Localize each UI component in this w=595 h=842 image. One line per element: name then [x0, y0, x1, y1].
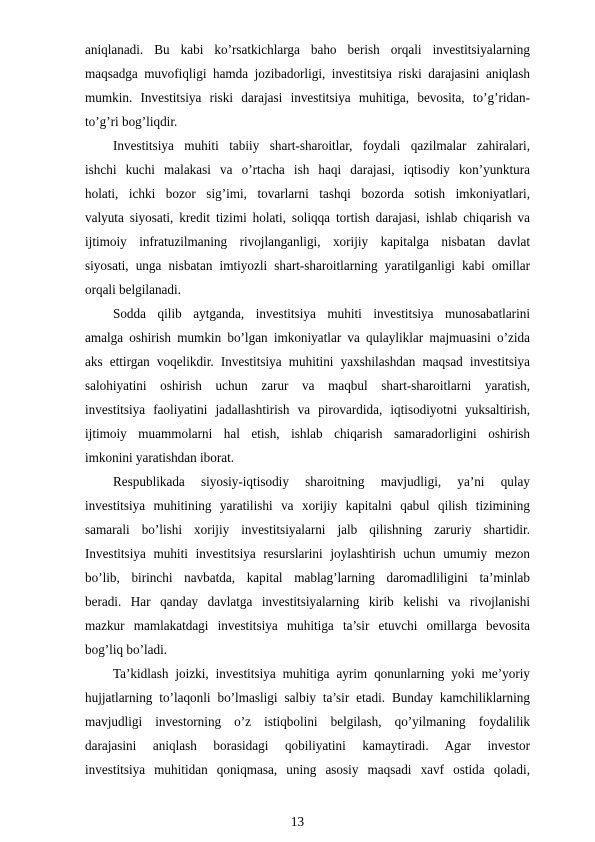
- text-line: to’g’ri bog’liqdir.: [85, 114, 178, 129]
- text-line: Investitsiya muhiti tabiiy shart-sharoitlar, foydali qazilmalar zahiralari,: [113, 138, 530, 153]
- text-line: Respublikada siyosiy-iqtisodiy sharoitning mavjudligi, ya’ni qulay: [113, 474, 530, 489]
- text-line: beradi. Har qanday davlatga investitsiyalarning kirib kelishi va rivojlanishi: [85, 594, 530, 609]
- text-line: imkonini yaratishdan iborat.: [85, 450, 235, 465]
- text-line: orqali belgilanadi.: [85, 282, 181, 297]
- text-line: amalga oshirish mumkin bo’lgan imkoniyatlar va qulayliklar majmuasini o’zida: [85, 330, 530, 345]
- text-line: aniqlanadi. Bu kabi ko’rsatkichlarga baho berish orqali investitsiyalarning: [85, 42, 530, 57]
- text-line: valyuta siyosati, kredit tizimi holati, soliqqa tortish darajasi, ishlab chiqarish va: [85, 210, 530, 225]
- text-line: ishchi kuchi malakasi va o’rtacha ish haqi darajasi, iqtisodiy kon’yunktura: [85, 162, 530, 177]
- text-line: ijtimoiy infratuzilmaning rivojlanganligi, xorijiy kapitalga nisbatan davlat: [85, 234, 530, 249]
- text-line: investitsiya muhitidan qoniqmasa, uning asosiy maqsadi xavf ostida qoladi,: [85, 762, 530, 777]
- text-line: siyosati, unga nisbatan imtiyozli shart-sharoitlarning yaratilganligi kabi omillar: [85, 258, 530, 273]
- text-line: bog’liq bo’ladi.: [85, 642, 168, 657]
- text-line: samarali bo’lishi xorijiy investitsiyalarni jalb qilishning zaruriy shartidir.: [85, 522, 530, 537]
- text-line: darajasini aniqlash borasidagi qobiliyatini kamaytiradi. Agar investor: [85, 738, 530, 753]
- text-line: ijtimoiy muammolarni hal etish, ishlab chiqarish samaradorligini oshirish: [85, 426, 530, 441]
- text-line: aks ettirgan voqelikdir. Investitsiya muhitini yaxshilashdan maqsad investitsiya: [85, 354, 530, 369]
- text-line: Sodda qilib aytganda, investitsiya muhiti investitsiya munosabatlarini: [113, 306, 530, 321]
- text-line: holati, ichki bozor sig’imi, tovarlarni tashqi bozorda sotish imkoniyatlari,: [85, 186, 530, 201]
- text-line: mumkin. Investitsiya riski darajasi investitsiya muhitiga, bevosita, to’g’ridan-: [85, 90, 530, 105]
- document-body: [85, 38, 530, 782]
- page-number: 13: [290, 814, 305, 829]
- text-line: bo’lib, birinchi navbatda, kapital mablag’larning daromadliligini ta’minlab: [85, 570, 530, 585]
- text-line: investitsiya muhitining yaratilishi va xorijiy kapitalni qabul qilish tizimining: [85, 498, 530, 513]
- text-line: investitsiya faoliyatini jadallashtirish va pirovardida, iqtisodiyotni yuksaltirish,: [85, 402, 530, 417]
- text-line: salohiyatini oshirish uchun zarur va maqbul shart-sharoitlarni yaratish,: [85, 378, 530, 393]
- text-line: hujjatlarning to’laqonli bo’lmasligi salbiy ta’sir etadi. Bunday kamchiliklarning: [85, 690, 530, 705]
- text-line: mavjudligi investorning o’z istiqbolini belgilash, qo’yilmaning foydalilik: [85, 714, 530, 729]
- text-line: Ta’kidlash joizki, investitsiya muhitiga ayrim qonunlarning yoki me’yoriy: [113, 666, 530, 681]
- text-line: Investitsiya muhiti investitsiya resurslarini joylashtirish uchun umumiy mezon: [85, 546, 530, 561]
- text-line: maqsadga muvofiqligi hamda jozibadorligi, investitsiya riski darajasini aniqlash: [85, 66, 530, 81]
- text-line: mazkur mamlakatdagi investitsiya muhitiga ta’sir etuvchi omillarga bevosita: [85, 618, 530, 633]
